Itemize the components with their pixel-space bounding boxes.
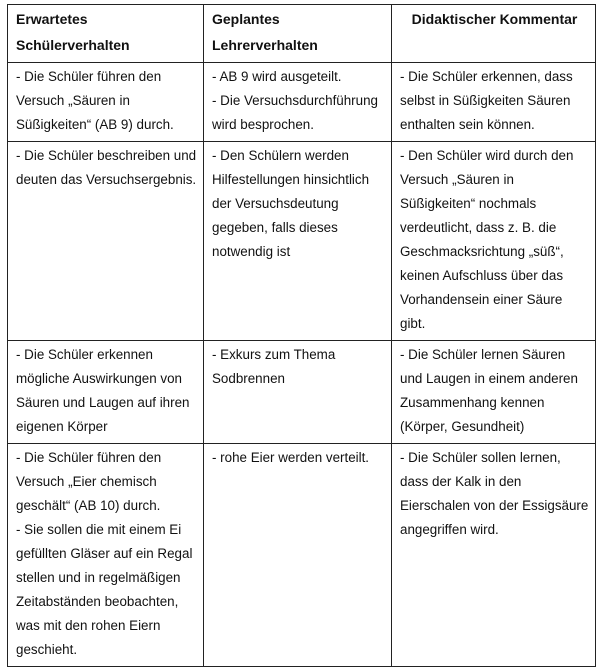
cell-kommentar <box>392 444 596 667</box>
cell-text: - Die Schüler lernen Säuren und Laugen in einem anderen Zusammenhang kennen (Körper, Gesundheit) <box>400 347 578 434</box>
header-row <box>8 5 596 63</box>
cell-text: - rohe Eier werden verteilt. <box>212 450 370 465</box>
cell-text: - Die Schüler führen den Versuch „Eier chemisch geschält“ (AB 10) durch. <box>16 450 162 513</box>
cell-lehrerverhalten <box>204 63 392 142</box>
header-didaktischer-kommentar: Didaktischer Kommentar <box>392 5 596 63</box>
cell-schuelerverhalten <box>8 341 204 444</box>
cell-schuelerverhalten <box>8 444 204 667</box>
cell-text: - Den Schülern werden Hilfestellungen hinsichtlich der Versuchsdeutung gegeben, falls dieses notwendig ist <box>212 148 370 259</box>
cell-schuelerverhalten <box>8 63 204 142</box>
cell-text: - Die Schüler beschreiben und deuten das Versuchsergebnis. <box>16 148 197 187</box>
table-row <box>8 142 596 341</box>
header-lehrerverhalten: Geplantes Lehrerverhalten <box>204 5 392 63</box>
cell-text: - Die Schüler erkennen mögliche Auswirkungen von Säuren und Laugen auf ihren eigenen Körper <box>16 347 190 434</box>
table-row <box>8 63 596 142</box>
lesson-plan-table <box>7 4 596 667</box>
header-schuelerverhalten: Erwartetes Schülerverhalten <box>8 5 204 63</box>
cell-text: - Sie sollen die mit einem Ei gefüllten Gläser auf ein Regal stellen und in regelmäßigen Zeitabständen beobachten, was mit den rohen Eiern geschieht. <box>16 522 193 657</box>
cell-text: - AB 9 wird ausgeteilt. <box>212 69 342 84</box>
cell-lehrerverhalten <box>204 341 392 444</box>
table-row <box>8 444 596 667</box>
cell-schuelerverhalten <box>8 142 204 341</box>
table-row <box>8 341 596 444</box>
cell-text: - Die Versuchsdurchführung wird besprochen. <box>212 93 378 132</box>
cell-text: - Die Schüler erkennen, dass selbst in Süßigkeiten Säuren enthalten sein können. <box>400 69 573 132</box>
cell-text: - Den Schüler wird durch den Versuch „Säuren in Süßigkeiten“ nochmals verdeutlicht, dass z. B. die Geschmacksrichtung „süß“, keinen Aufschluss über das Vorhandensein einer Säure gibt. <box>400 148 574 331</box>
cell-text: - Die Schüler führen den Versuch „Säuren in Süßigkeiten“ (AB 9) durch. <box>16 69 174 132</box>
cell-kommentar <box>392 63 596 142</box>
cell-lehrerverhalten <box>204 142 392 341</box>
cell-lehrerverhalten <box>204 444 392 667</box>
cell-kommentar <box>392 341 596 444</box>
cell-text: - Exkurs zum Thema Sodbrennen <box>212 347 336 386</box>
cell-kommentar <box>392 142 596 341</box>
cell-text: - Die Schüler sollen lernen, dass der Kalk in den Eierschalen von der Essigsäure angegriffen wird. <box>400 450 589 537</box>
